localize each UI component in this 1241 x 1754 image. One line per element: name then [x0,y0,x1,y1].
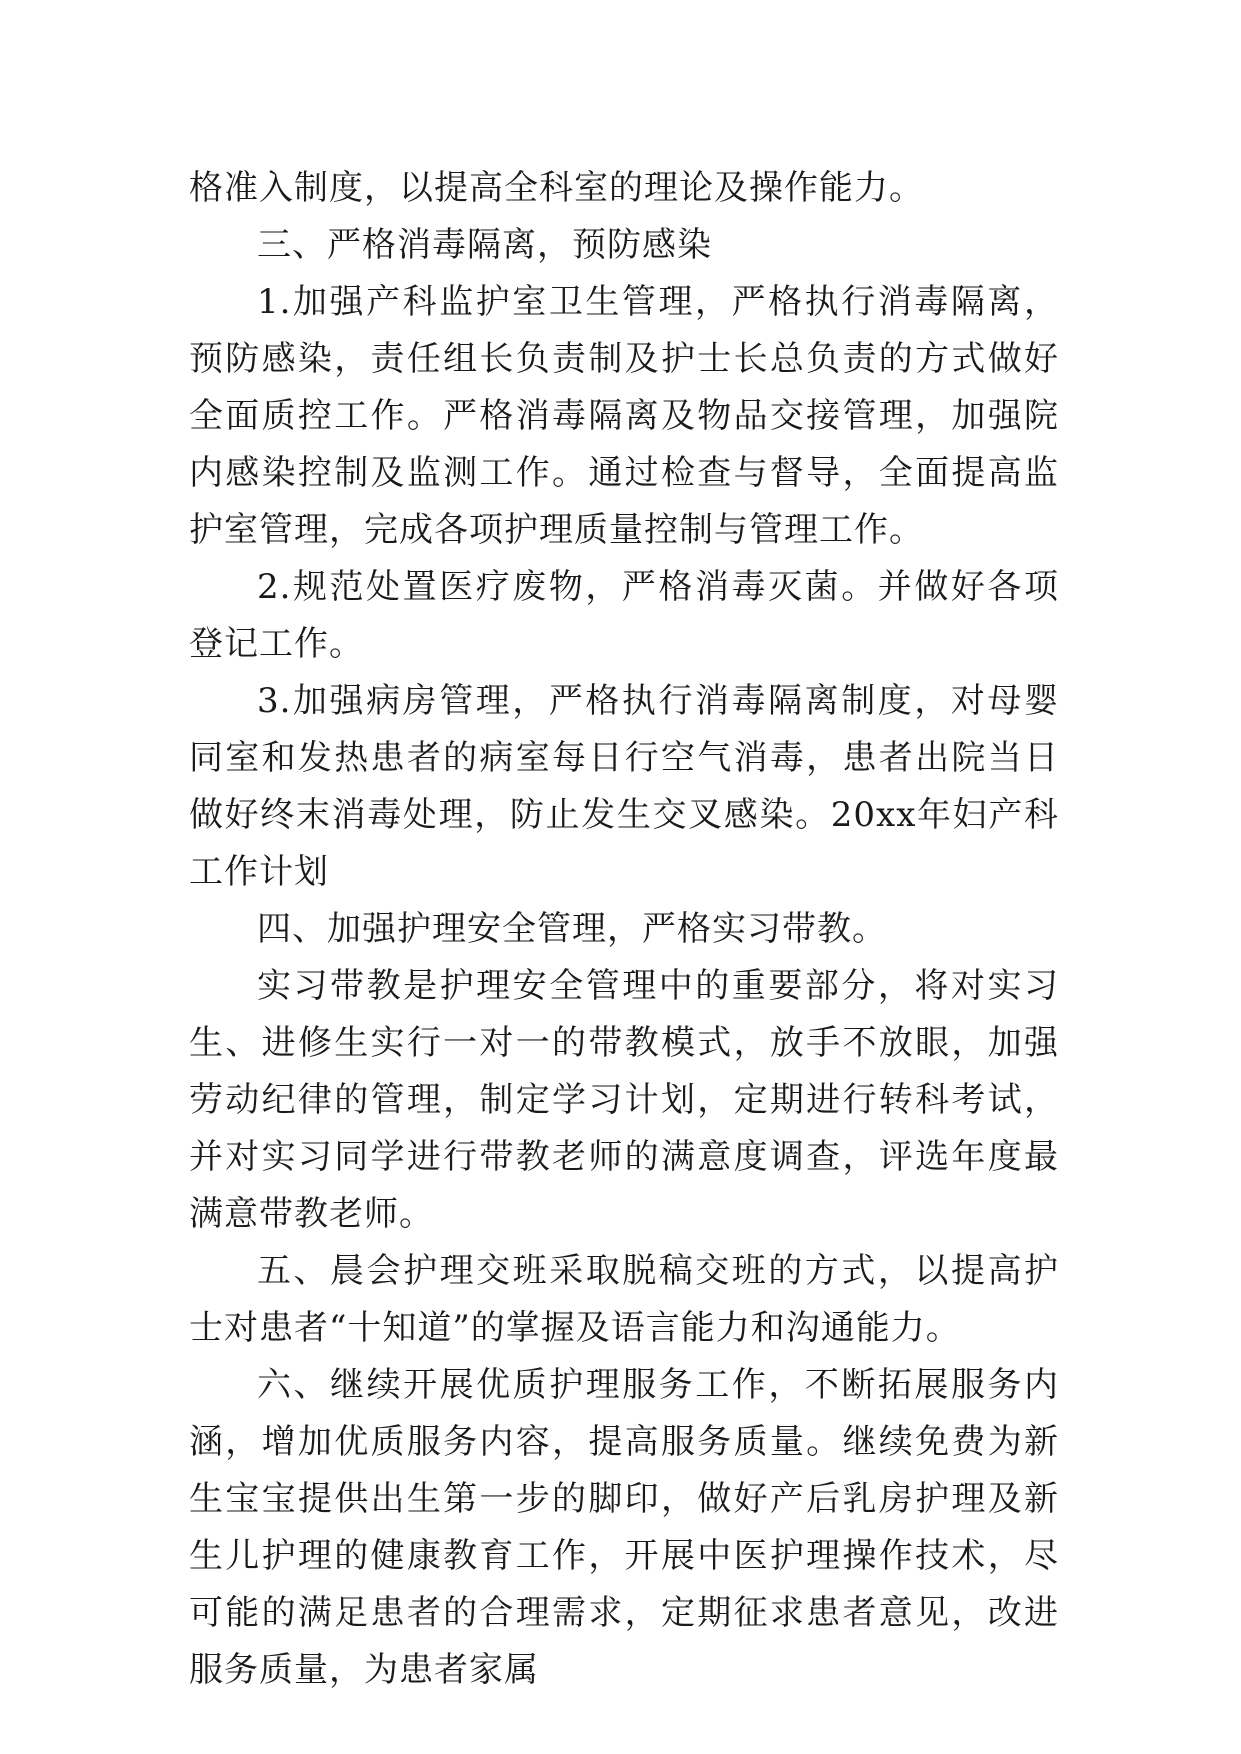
section-heading-3: 三、严格消毒隔离，预防感染 [257,225,712,265]
paragraph-teaching: 实习带教是护理安全管理中的重要部分，将对实习生、进修生实行一对一的带教模式，放手不放眼，加强劳动纪律的管理，制定学习计划，定期进行转科考试，并对实习同学进行带教老师的满意度调查，评选年度最满意带教老师。 [189,966,1059,1234]
section-heading-6: 六、继续开展优质护理服务工作，不断拓展服务内涵，增加优质服务内容，提高服务质量。继续免费为新生宝宝提供出生第一步的脚印，做好产后乳房护理及新生儿护理的健康教育工作，开展中医护理操作技术，尽可能的满足患者的合理需求，定期征求患者意见，改进服务质量，为患者家属 [189,1365,1059,1690]
section-heading-5: 五、晨会护理交班采取脱稿交班的方式，以提高护士对患者“十知道”的掌握及语言能力和沟通能力。 [189,1251,1059,1348]
paragraph-item-1: 1.加强产科监护室卫生管理，严格执行消毒隔离，预防感染，责任组长负责制及护士长总负责的方式做好全面质控工作。严格消毒隔离及物品交接管理，加强院内感染控制及监测工作。通过检查与督导，全面提高监护室管理，完成各项护理质量控制与管理工作。 [189,282,1059,550]
paragraph-item-3: 3.加强病房管理，严格执行消毒隔离制度，对母婴同室和发热患者的病室每日行空气消毒，患者出院当日做好终末消毒处理，防止发生交叉感染。20xx年妇产科工作计划 [189,681,1059,892]
paragraph-continuation: 格准入制度，以提高全科室的理论及操作能力。 [189,168,924,208]
document-body [189,160,1059,1699]
paragraph-item-2: 2.规范处置医疗废物，严格消毒灭菌。并做好各项登记工作。 [189,567,1059,664]
section-heading-4: 四、加强护理安全管理，严格实习带教。 [257,909,887,949]
